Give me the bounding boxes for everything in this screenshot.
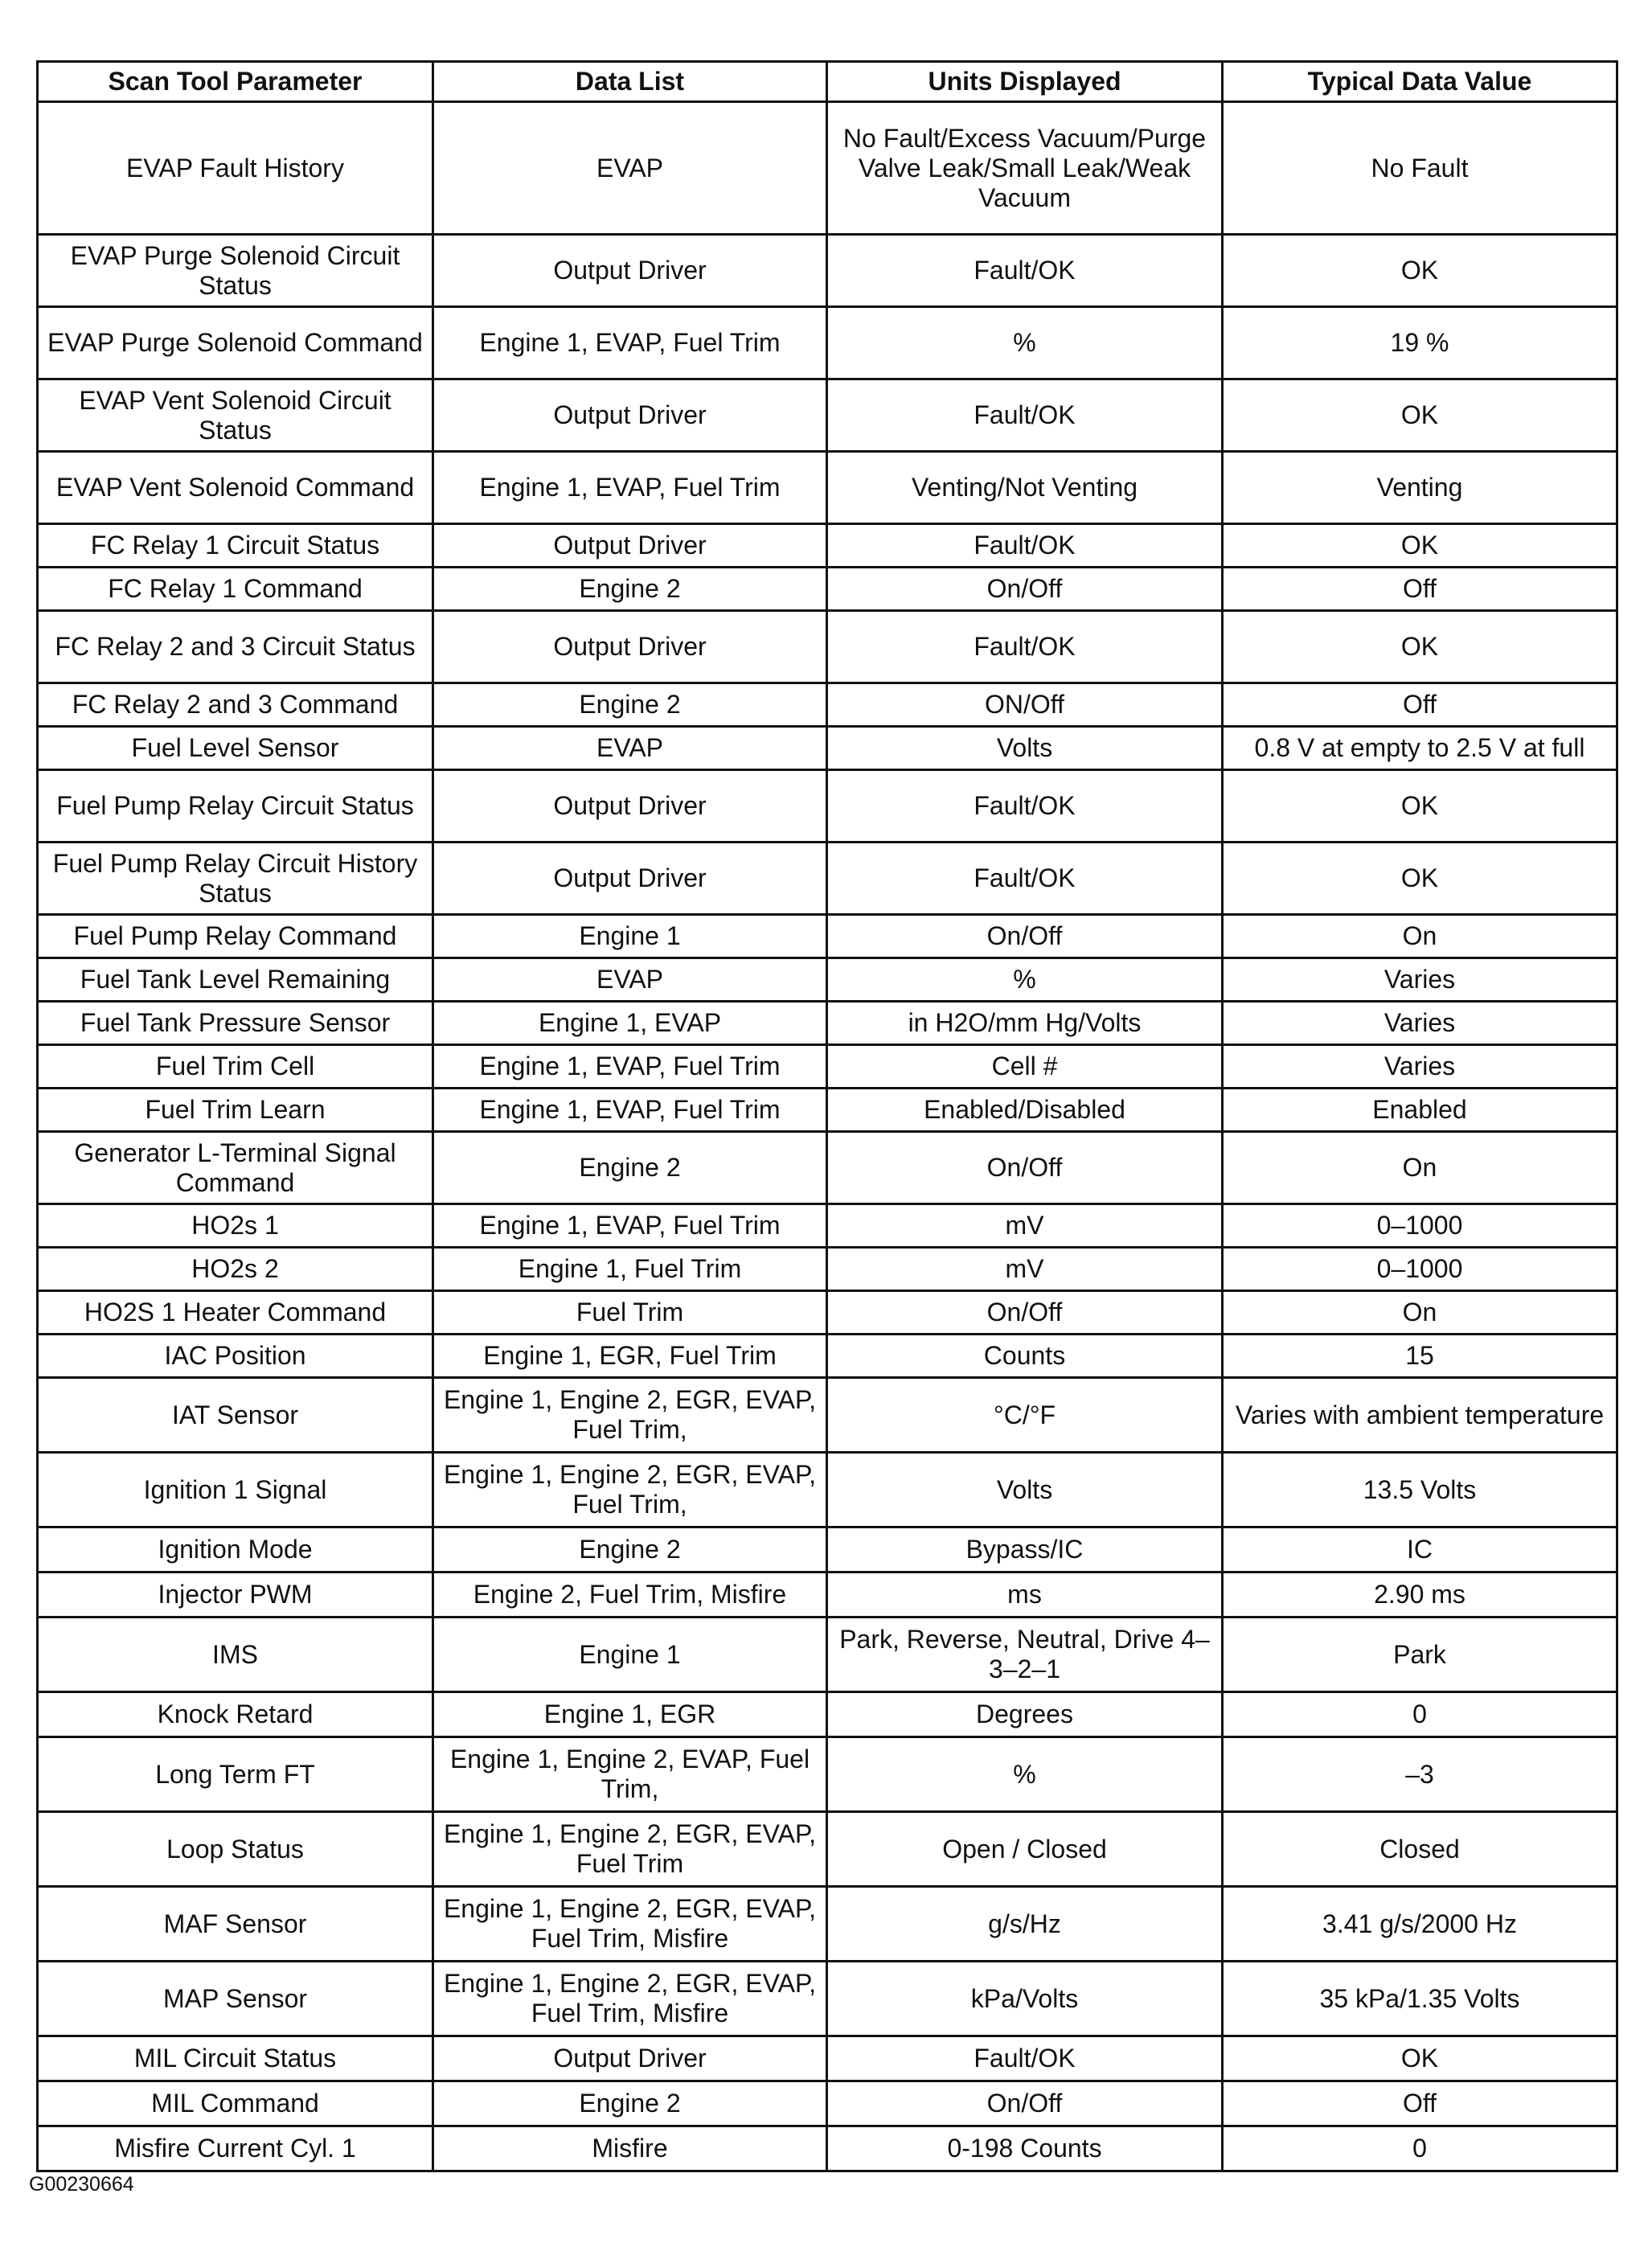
table-row [38,1572,1617,1618]
data-list-cell: Engine 1, Engine 2, EGR, EVAP, Fuel Trim, [433,1378,827,1453]
typical-value-cell: OK [1223,611,1617,683]
typical-value-cell: On [1223,1132,1617,1204]
data-list-cell: Engine 1, Engine 2, EGR, EVAP, Fuel Trim, [433,1453,827,1527]
parameter-cell: HO2S 1 Heater Command [38,1291,433,1335]
typical-value-cell: –3 [1223,1737,1617,1812]
table-row [38,1527,1617,1572]
table-row [38,1453,1617,1527]
table-row [38,235,1617,307]
table-row [38,452,1617,524]
data-list-cell: Engine 1, EVAP [433,1002,827,1045]
figure-id-label: G00230664 [29,2173,134,2196]
data-list-cell: Engine 1, Engine 2, EGR, EVAP, Fuel Trim [433,1812,827,1887]
units-cell: Fault/OK [827,235,1223,307]
parameter-cell: MIL Command [38,2081,433,2126]
typical-value-cell: OK [1223,2036,1617,2081]
header-units-displayed: Units Displayed [827,62,1223,102]
parameter-cell: Ignition Mode [38,1527,433,1572]
typical-value-cell: On [1223,915,1617,958]
table-row [38,843,1617,915]
units-cell: Fault/OK [827,379,1223,452]
typical-value-cell: OK [1223,843,1617,915]
units-cell: 0-198 Counts [827,2126,1223,2171]
parameter-cell: IAC Position [38,1335,433,1378]
typical-value-cell: On [1223,1291,1617,1335]
parameter-cell: Generator L-Terminal Signal Command [38,1132,433,1204]
table-row [38,568,1617,611]
parameter-cell: FC Relay 2 and 3 Command [38,683,433,727]
typical-value-cell: Enabled [1223,1089,1617,1132]
table-row [38,1812,1617,1887]
table-row [38,683,1617,727]
parameter-cell: FC Relay 2 and 3 Circuit Status [38,611,433,683]
data-list-cell: Engine 1, EGR [433,1692,827,1737]
typical-value-cell: Park [1223,1618,1617,1692]
data-list-cell: Engine 1 [433,1618,827,1692]
parameter-cell: Injector PWM [38,1572,433,1618]
table-row [38,1335,1617,1378]
typical-value-cell: No Fault [1223,102,1617,235]
table-row [38,1045,1617,1089]
parameter-cell: Fuel Tank Level Remaining [38,958,433,1002]
data-list-cell: Misfire [433,2126,827,2171]
scan-tool-parameter-table [36,60,1618,2172]
units-cell: Open / Closed [827,1812,1223,1887]
table-row [38,1002,1617,1045]
data-list-cell: Output Driver [433,843,827,915]
units-cell: Fault/OK [827,611,1223,683]
data-list-cell: Engine 2 [433,568,827,611]
typical-value-cell: Varies with ambient temperature [1223,1378,1617,1453]
parameter-cell: IMS [38,1618,433,1692]
header-data-list: Data List [433,62,827,102]
units-cell: % [827,1737,1223,1812]
typical-value-cell: OK [1223,770,1617,843]
typical-value-cell: 0–1000 [1223,1204,1617,1248]
data-list-cell: Engine 2 [433,683,827,727]
parameter-cell: MIL Circuit Status [38,2036,433,2081]
table-row [38,524,1617,568]
typical-value-cell: Varies [1223,958,1617,1002]
data-list-cell: Engine 1, EVAP, Fuel Trim [433,307,827,379]
typical-value-cell: OK [1223,235,1617,307]
table-row [38,1132,1617,1204]
data-list-cell: Output Driver [433,611,827,683]
table-row [38,1089,1617,1132]
units-cell: Venting/Not Venting [827,452,1223,524]
table-row [38,379,1617,452]
typical-value-cell: 13.5 Volts [1223,1453,1617,1527]
table-row [38,102,1617,235]
typical-value-cell: Off [1223,683,1617,727]
typical-value-cell: 2.90 ms [1223,1572,1617,1618]
data-list-cell: Output Driver [433,524,827,568]
parameter-cell: Fuel Level Sensor [38,727,433,770]
parameter-cell: EVAP Vent Solenoid Command [38,452,433,524]
units-cell: No Fault/Excess Vacuum/Purge Valve Leak/Small Leak/Weak Vacuum [827,102,1223,235]
units-cell: kPa/Volts [827,1962,1223,2036]
parameter-cell: HO2s 2 [38,1248,433,1291]
data-list-cell: Engine 2, Fuel Trim, Misfire [433,1572,827,1618]
units-cell: On/Off [827,1132,1223,1204]
data-list-cell: EVAP [433,102,827,235]
table-row [38,958,1617,1002]
units-cell: ms [827,1572,1223,1618]
parameter-cell: HO2s 1 [38,1204,433,1248]
units-cell: g/s/Hz [827,1887,1223,1962]
data-list-cell: Engine 1, Engine 2, EGR, EVAP, Fuel Trim, Misfire [433,1962,827,2036]
data-list-cell: Engine 1, EVAP, Fuel Trim [433,452,827,524]
parameter-cell: Fuel Trim Cell [38,1045,433,1089]
typical-value-cell: Varies [1223,1002,1617,1045]
parameter-cell: IAT Sensor [38,1378,433,1453]
parameter-cell: Long Term FT [38,1737,433,1812]
table-row [38,1692,1617,1737]
table-row [38,915,1617,958]
table-body [38,102,1617,2171]
typical-value-cell: 0 [1223,2126,1617,2171]
header-typical-data-value: Typical Data Value [1223,62,1617,102]
data-list-cell: Engine 1, EGR, Fuel Trim [433,1335,827,1378]
units-cell: Enabled/Disabled [827,1089,1223,1132]
parameter-cell: Fuel Trim Learn [38,1089,433,1132]
parameter-cell: Fuel Pump Relay Command [38,915,433,958]
units-cell: Degrees [827,1692,1223,1737]
units-cell: Cell # [827,1045,1223,1089]
data-list-cell: Engine 1, EVAP, Fuel Trim [433,1089,827,1132]
typical-value-cell: 0–1000 [1223,1248,1617,1291]
data-list-cell: Engine 2 [433,1527,827,1572]
units-cell: On/Off [827,2081,1223,2126]
units-cell: ON/Off [827,683,1223,727]
units-cell: mV [827,1248,1223,1291]
typical-value-cell: 19 % [1223,307,1617,379]
table-row [38,1618,1617,1692]
typical-value-cell: Varies [1223,1045,1617,1089]
parameter-cell: EVAP Purge Solenoid Circuit Status [38,235,433,307]
table-row [38,1378,1617,1453]
units-cell: Fault/OK [827,2036,1223,2081]
parameter-cell: Fuel Tank Pressure Sensor [38,1002,433,1045]
units-cell: % [827,307,1223,379]
typical-value-cell: 35 kPa/1.35 Volts [1223,1962,1617,2036]
table-row [38,1204,1617,1248]
table-row [38,1248,1617,1291]
typical-value-cell: IC [1223,1527,1617,1572]
parameter-cell: MAF Sensor [38,1887,433,1962]
units-cell: Fault/OK [827,770,1223,843]
units-cell: Volts [827,1453,1223,1527]
typical-value-cell: 0 [1223,1692,1617,1737]
table-row [38,1737,1617,1812]
units-cell: Bypass/IC [827,1527,1223,1572]
parameter-cell: Misfire Current Cyl. 1 [38,2126,433,2171]
units-cell: % [827,958,1223,1002]
units-cell: Park, Reverse, Neutral, Drive 4–3–2–1 [827,1618,1223,1692]
parameter-cell: Loop Status [38,1812,433,1887]
data-list-cell: Output Driver [433,2036,827,2081]
parameter-cell: MAP Sensor [38,1962,433,2036]
table-row [38,2126,1617,2171]
typical-value-cell: Off [1223,2081,1617,2126]
table-row [38,2081,1617,2126]
units-cell: On/Off [827,915,1223,958]
parameter-cell: FC Relay 1 Command [38,568,433,611]
units-cell: mV [827,1204,1223,1248]
units-cell: in H2O/mm Hg/Volts [827,1002,1223,1045]
typical-value-cell: Off [1223,568,1617,611]
table-header-row [38,62,1617,102]
data-list-cell: Output Driver [433,379,827,452]
units-cell: Volts [827,727,1223,770]
typical-value-cell: 15 [1223,1335,1617,1378]
typical-value-cell: 3.41 g/s/2000 Hz [1223,1887,1617,1962]
table-row [38,727,1617,770]
typical-value-cell: OK [1223,524,1617,568]
typical-value-cell: OK [1223,379,1617,452]
typical-value-cell: 0.8 V at empty to 2.5 V at full [1223,727,1617,770]
data-list-cell: Engine 1, EVAP, Fuel Trim [433,1204,827,1248]
parameter-cell: Fuel Pump Relay Circuit Status [38,770,433,843]
table-row [38,2036,1617,2081]
parameter-cell: Fuel Pump Relay Circuit History Status [38,843,433,915]
data-list-cell: Engine 1, EVAP, Fuel Trim [433,1045,827,1089]
data-list-cell: Engine 2 [433,2081,827,2126]
units-cell: Fault/OK [827,843,1223,915]
parameter-cell: FC Relay 1 Circuit Status [38,524,433,568]
typical-value-cell: Venting [1223,452,1617,524]
data-list-cell: Engine 1, Fuel Trim [433,1248,827,1291]
table-row [38,307,1617,379]
units-cell: Counts [827,1335,1223,1378]
table-row [38,1291,1617,1335]
data-list-cell: Output Driver [433,770,827,843]
data-list-cell: EVAP [433,727,827,770]
data-list-cell: Engine 2 [433,1132,827,1204]
units-cell: Fault/OK [827,524,1223,568]
table-row [38,770,1617,843]
table-row [38,1962,1617,2036]
typical-value-cell: Closed [1223,1812,1617,1887]
parameter-cell: Knock Retard [38,1692,433,1737]
units-cell: On/Off [827,1291,1223,1335]
table-row [38,1887,1617,1962]
units-cell: °C/°F [827,1378,1223,1453]
data-list-cell: Engine 1, Engine 2, EGR, EVAP, Fuel Trim, Misfire [433,1887,827,1962]
parameter-cell: Ignition 1 Signal [38,1453,433,1527]
units-cell: On/Off [827,568,1223,611]
data-list-cell: EVAP [433,958,827,1002]
data-list-cell: Engine 1, Engine 2, EVAP, Fuel Trim, [433,1737,827,1812]
data-list-cell: Fuel Trim [433,1291,827,1335]
data-list-cell: Output Driver [433,235,827,307]
parameter-cell: EVAP Fault History [38,102,433,235]
parameter-cell: EVAP Vent Solenoid Circuit Status [38,379,433,452]
parameter-cell: EVAP Purge Solenoid Command [38,307,433,379]
table-row [38,611,1617,683]
header-scan-tool-parameter: Scan Tool Parameter [38,62,433,102]
data-list-cell: Engine 1 [433,915,827,958]
